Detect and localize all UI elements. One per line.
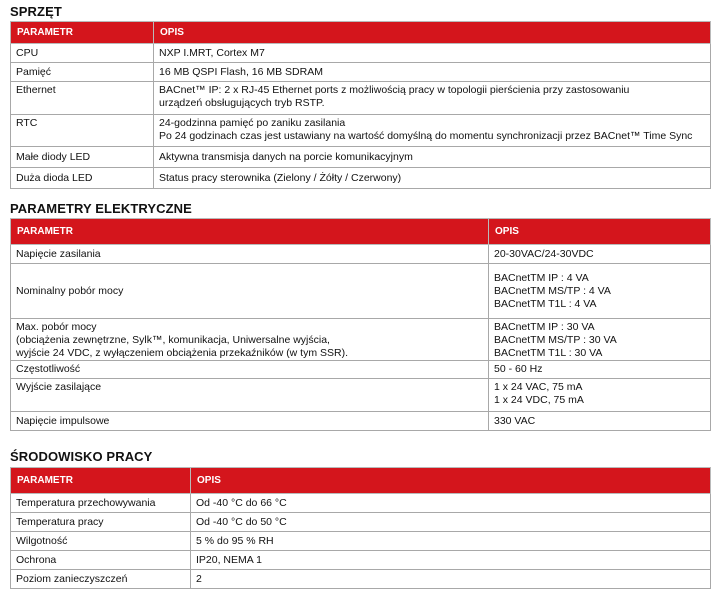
param-cell: Napięcie impulsowe [11, 412, 489, 431]
electrical-header-row [11, 219, 711, 245]
table-row [11, 513, 711, 532]
electrical-table [10, 218, 711, 431]
param-cell [11, 319, 489, 361]
desc-line: BACnetTM IP : 4 VA [494, 271, 589, 284]
table-row [11, 168, 711, 189]
desc-line: BACnetTM T1L : 30 VA [494, 347, 603, 359]
section-title-electrical: PARAMETRY ELEKTRYCZNE [10, 201, 192, 216]
param-line: (obciążenia zewnętrzne, Sylk™, komunikacja, Uniwersalne wyjścia, [16, 334, 330, 346]
desc-cell: NXP I.MRT, Cortex M7 [154, 44, 711, 63]
param-line: wyjście 24 VDC, z wyłączeniem obciążenia przekaźników (w tym SSR). [16, 347, 349, 359]
desc-cell: Od -40 °C do 66 °C [191, 494, 711, 513]
desc-cell [489, 264, 711, 319]
param-cell: RTC [11, 115, 154, 147]
hardware-table [10, 21, 711, 189]
table-row [11, 82, 711, 115]
table-row [11, 412, 711, 431]
desc-cell [154, 82, 711, 115]
param-cell: Temperatura pracy [11, 513, 191, 532]
desc-cell: IP20, NEMA 1 [191, 551, 711, 570]
desc-line: BACnetTM MS/TP : 30 VA [494, 334, 617, 346]
header-desc: OPIS [489, 219, 711, 245]
desc-cell: Status pracy sterownika (Zielony / Żółty / Czerwony) [154, 168, 711, 189]
table-row [11, 115, 711, 147]
desc-line: urządzeń obsługujących tryb RSTP. [159, 97, 325, 109]
param-cell: Poziom zanieczyszczeń [11, 570, 191, 589]
table-row [11, 551, 711, 570]
environment-table [10, 467, 711, 589]
header-param: PARAMETR [11, 22, 154, 44]
table-row [11, 319, 711, 361]
param-cell: CPU [11, 44, 154, 63]
desc-line: BACnetTM MS/TP : 4 VA [494, 284, 611, 297]
desc-cell: 5 % do 95 % RH [191, 532, 711, 551]
desc-cell: Aktywna transmisja danych na porcie komunikacyjnym [154, 147, 711, 168]
desc-cell [489, 319, 711, 361]
desc-line: 1 x 24 VAC, 75 mA [494, 381, 583, 393]
param-cell: Napięcie zasilania [11, 245, 489, 264]
table-row [11, 532, 711, 551]
param-line: Max. pobór mocy [16, 321, 97, 333]
header-param: PARAMETR [11, 468, 191, 494]
desc-line: 24-godzinna pamięć po zaniku zasilania [159, 117, 346, 129]
section-title-hardware: SPRZĘT [10, 4, 62, 19]
desc-cell: 2 [191, 570, 711, 589]
param-cell: Ochrona [11, 551, 191, 570]
table-row [11, 361, 711, 379]
param-cell: Temperatura przechowywania [11, 494, 191, 513]
desc-line: BACnetTM IP : 30 VA [494, 321, 595, 333]
table-row [11, 494, 711, 513]
table-row [11, 264, 711, 319]
table-row [11, 44, 711, 63]
param-cell: Wyjście zasilające [11, 379, 489, 412]
desc-cell: 50 - 60 Hz [489, 361, 711, 379]
desc-line: 1 x 24 VDC, 75 mA [494, 394, 584, 406]
header-desc: OPIS [154, 22, 711, 44]
header-desc: OPIS [191, 468, 711, 494]
desc-cell [154, 115, 711, 147]
param-cell: Ethernet [11, 82, 154, 115]
desc-cell [489, 379, 711, 412]
desc-cell: 20-30VAC/24-30VDC [489, 245, 711, 264]
header-param: PARAMETR [11, 219, 489, 245]
table-row [11, 245, 711, 264]
hardware-header-row [11, 22, 711, 44]
param-cell: Wilgotność [11, 532, 191, 551]
param-cell: Częstotliwość [11, 361, 489, 379]
param-cell: Małe diody LED [11, 147, 154, 168]
desc-cell: 16 MB QSPI Flash, 16 MB SDRAM [154, 63, 711, 82]
table-row [11, 379, 711, 412]
desc-line: Po 24 godzinach czas jest ustawiany na wartość domyślną do momentu synchronizacji przez BACnet™ Time Sync [159, 130, 693, 142]
desc-cell: 330 VAC [489, 412, 711, 431]
param-cell: Nominalny pobór mocy [11, 264, 489, 319]
section-title-environment: ŚRODOWISKO PRACY [10, 449, 153, 464]
environment-header-row [11, 468, 711, 494]
table-row [11, 570, 711, 589]
param-cell: Duża dioda LED [11, 168, 154, 189]
desc-cell: Od -40 °C do 50 °C [191, 513, 711, 532]
table-row [11, 147, 711, 168]
desc-line: BACnetTM T1L : 4 VA [494, 297, 597, 310]
table-row [11, 63, 711, 82]
desc-line: BACnet™ IP: 2 x RJ-45 Ethernet ports z możliwością pracy w topologii pierścienia przy zastosowaniu [159, 84, 630, 96]
param-cell: Pamięć [11, 63, 154, 82]
